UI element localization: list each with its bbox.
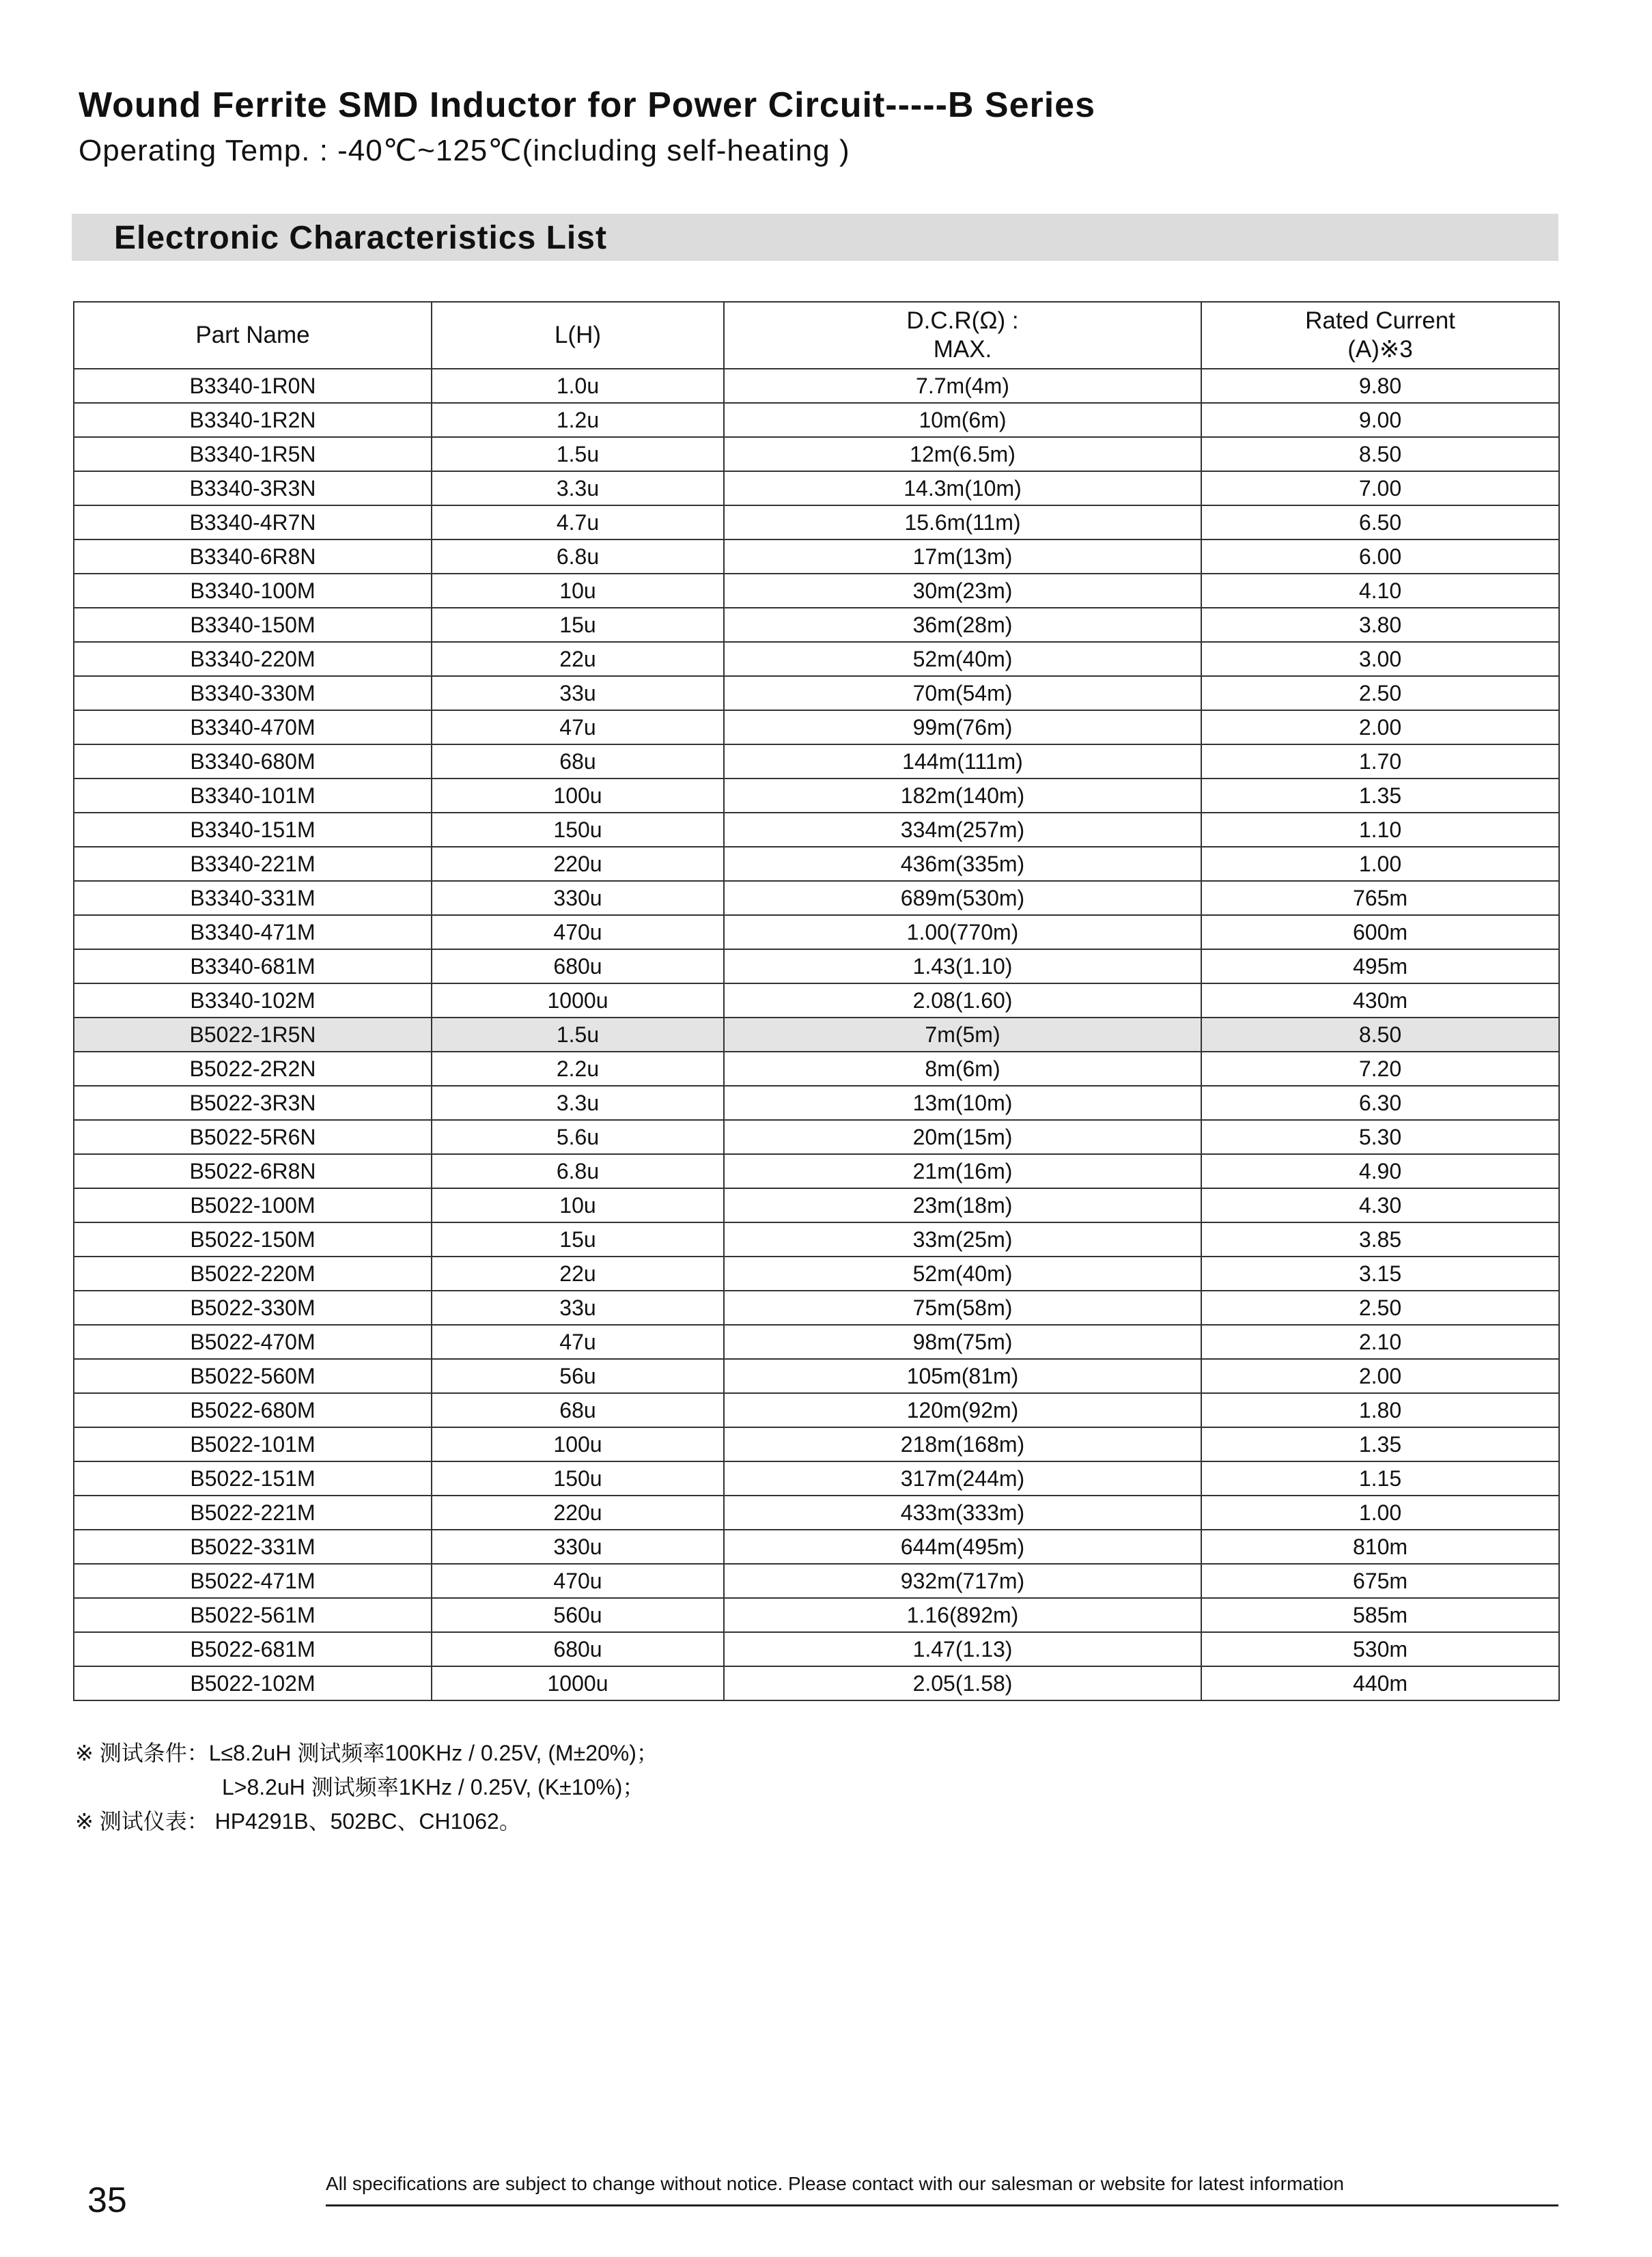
cell-part-name: B5022-561M <box>74 1598 432 1632</box>
cell-dcr: 689m(530m) <box>724 881 1201 915</box>
electronic-characteristics-table <box>73 301 1560 1701</box>
test-condition-note-continued: L>8.2uH 测试频率1KHz / 0.25V, (K±10%)； <box>222 1775 645 1799</box>
table-row <box>74 1291 1559 1325</box>
table-body <box>74 369 1559 1700</box>
cell-part-name: B5022-100M <box>74 1188 432 1222</box>
cell-rated-current: 5.30 <box>1201 1120 1559 1154</box>
cell-inductance: 5.6u <box>432 1120 724 1154</box>
cell-dcr: 1.16(892m) <box>724 1598 1201 1632</box>
cell-inductance: 470u <box>432 1564 724 1598</box>
test-instrument-note: ※ 测试仪表： HP4291B、502BC、CH1062。 <box>75 1809 521 1834</box>
cell-inductance: 150u <box>432 1461 724 1496</box>
cell-rated-current: 675m <box>1201 1564 1559 1598</box>
cell-inductance: 1.0u <box>432 369 724 403</box>
table-row <box>74 1018 1559 1052</box>
cell-inductance: 680u <box>432 1632 724 1666</box>
cell-part-name: B5022-330M <box>74 1291 432 1325</box>
cell-part-name: B3340-330M <box>74 676 432 710</box>
cell-dcr: 144m(111m) <box>724 744 1201 779</box>
cell-part-name: B5022-1R5N <box>74 1018 432 1052</box>
cell-dcr: 120m(92m) <box>724 1393 1201 1427</box>
cell-dcr: 7.7m(4m) <box>724 369 1201 403</box>
cell-rated-current: 2.00 <box>1201 710 1559 744</box>
cell-part-name: B3340-220M <box>74 642 432 676</box>
table-row <box>74 437 1559 471</box>
cell-rated-current: 1.35 <box>1201 779 1559 813</box>
cell-inductance: 330u <box>432 1530 724 1564</box>
cell-rated-current: 4.30 <box>1201 1188 1559 1222</box>
cell-rated-current: 3.00 <box>1201 642 1559 676</box>
cell-inductance: 6.8u <box>432 1154 724 1188</box>
operating-temp-subtitle: Operating Temp. : -40℃~125℃(including self-heating ) <box>79 134 850 167</box>
cell-part-name: B3340-1R2N <box>74 403 432 437</box>
cell-dcr: 433m(333m) <box>724 1496 1201 1530</box>
cell-rated-current: 4.10 <box>1201 574 1559 608</box>
cell-dcr: 1.00(770m) <box>724 915 1201 949</box>
cell-dcr: 75m(58m) <box>724 1291 1201 1325</box>
table-row <box>74 847 1559 881</box>
table-row <box>74 710 1559 744</box>
cell-rated-current: 1.10 <box>1201 813 1559 847</box>
cell-part-name: B3340-3R3N <box>74 471 432 505</box>
table-row <box>74 1154 1559 1188</box>
table-row <box>74 1222 1559 1257</box>
cell-inductance: 2.2u <box>432 1052 724 1086</box>
cell-rated-current: 765m <box>1201 881 1559 915</box>
table-row <box>74 983 1559 1018</box>
cell-part-name: B3340-100M <box>74 574 432 608</box>
table-row <box>74 744 1559 779</box>
cell-part-name: B3340-151M <box>74 813 432 847</box>
footer-disclaimer: All specifications are subject to change without notice. Please contact with our salesman or website for latest information <box>326 2173 1344 2194</box>
column-header-dcr <box>724 302 1201 369</box>
cell-dcr: 218m(168m) <box>724 1427 1201 1461</box>
cell-part-name: B3340-4R7N <box>74 505 432 539</box>
cell-dcr: 317m(244m) <box>724 1461 1201 1496</box>
cell-rated-current: 430m <box>1201 983 1559 1018</box>
table-row <box>74 813 1559 847</box>
cell-inductance: 56u <box>432 1359 724 1393</box>
cell-inductance: 3.3u <box>432 1086 724 1120</box>
table-row <box>74 1359 1559 1393</box>
cell-inductance: 150u <box>432 813 724 847</box>
cell-inductance: 1.5u <box>432 437 724 471</box>
cell-rated-current: 3.15 <box>1201 1257 1559 1291</box>
cell-rated-current: 1.15 <box>1201 1461 1559 1496</box>
cell-inductance: 4.7u <box>432 505 724 539</box>
cell-rated-current: 3.85 <box>1201 1222 1559 1257</box>
cell-part-name: B3340-1R0N <box>74 369 432 403</box>
cell-inductance: 33u <box>432 676 724 710</box>
table-row <box>74 642 1559 676</box>
cell-part-name: B5022-102M <box>74 1666 432 1700</box>
cell-part-name: B5022-151M <box>74 1461 432 1496</box>
dcr-header-line1: D.C.R(Ω) : <box>906 307 1019 334</box>
table-row <box>74 1564 1559 1598</box>
cell-inductance: 68u <box>432 1393 724 1427</box>
table-row <box>74 1496 1559 1530</box>
cell-part-name: B5022-2R2N <box>74 1052 432 1086</box>
cell-inductance: 1.5u <box>432 1018 724 1052</box>
cell-part-name: B3340-680M <box>74 744 432 779</box>
cell-dcr: 20m(15m) <box>724 1120 1201 1154</box>
cell-dcr: 1.43(1.10) <box>724 949 1201 983</box>
cell-dcr: 10m(6m) <box>724 403 1201 437</box>
table-row <box>74 1120 1559 1154</box>
test-condition-note: ※ 测试条件：L≤8.2uH 测试频率100KHz / 0.25V, (M±20%)； <box>75 1741 658 1765</box>
cell-part-name: B5022-5R6N <box>74 1120 432 1154</box>
cell-rated-current: 530m <box>1201 1632 1559 1666</box>
cell-inductance: 10u <box>432 1188 724 1222</box>
cell-inductance: 1.2u <box>432 403 724 437</box>
cell-inductance: 6.8u <box>432 539 724 574</box>
table-row <box>74 505 1559 539</box>
cell-dcr: 334m(257m) <box>724 813 1201 847</box>
cell-rated-current: 3.80 <box>1201 608 1559 642</box>
cell-rated-current: 2.10 <box>1201 1325 1559 1359</box>
cell-inductance: 220u <box>432 1496 724 1530</box>
table-row <box>74 1325 1559 1359</box>
cell-dcr: 13m(10m) <box>724 1086 1201 1120</box>
cell-inductance: 15u <box>432 608 724 642</box>
cell-dcr: 105m(81m) <box>724 1359 1201 1393</box>
footer-divider <box>326 2204 1558 2206</box>
cell-dcr: 182m(140m) <box>724 779 1201 813</box>
cell-rated-current: 7.20 <box>1201 1052 1559 1086</box>
cell-dcr: 8m(6m) <box>724 1052 1201 1086</box>
table-row <box>74 1461 1559 1496</box>
cell-rated-current: 600m <box>1201 915 1559 949</box>
cell-dcr: 99m(76m) <box>724 710 1201 744</box>
rated-header-line1: Rated Current <box>1305 307 1455 334</box>
table-row <box>74 1188 1559 1222</box>
column-header-inductance: L(H) <box>432 302 724 369</box>
cell-rated-current: 4.90 <box>1201 1154 1559 1188</box>
table-row <box>74 369 1559 403</box>
cell-part-name: B5022-331M <box>74 1530 432 1564</box>
cell-rated-current: 8.50 <box>1201 1018 1559 1052</box>
cell-part-name: B5022-560M <box>74 1359 432 1393</box>
cell-dcr: 14.3m(10m) <box>724 471 1201 505</box>
cell-inductance: 100u <box>432 1427 724 1461</box>
column-header-rated-current <box>1201 302 1559 369</box>
cell-dcr: 17m(13m) <box>724 539 1201 574</box>
cell-inductance: 47u <box>432 710 724 744</box>
cell-dcr: 15.6m(11m) <box>724 505 1201 539</box>
cell-rated-current: 9.00 <box>1201 403 1559 437</box>
table-row <box>74 471 1559 505</box>
cell-part-name: B5022-101M <box>74 1427 432 1461</box>
cell-dcr: 1.47(1.13) <box>724 1632 1201 1666</box>
cell-dcr: 2.05(1.58) <box>724 1666 1201 1700</box>
cell-part-name: B3340-221M <box>74 847 432 881</box>
cell-dcr: 436m(335m) <box>724 847 1201 881</box>
cell-part-name: B5022-471M <box>74 1564 432 1598</box>
column-header-part-name: Part Name <box>74 302 432 369</box>
table-row <box>74 779 1559 813</box>
table-row <box>74 1427 1559 1461</box>
cell-part-name: B5022-680M <box>74 1393 432 1427</box>
table-row <box>74 1052 1559 1086</box>
cell-inductance: 47u <box>432 1325 724 1359</box>
cell-part-name: B3340-681M <box>74 949 432 983</box>
cell-dcr: 2.08(1.60) <box>724 983 1201 1018</box>
cell-inductance: 10u <box>432 574 724 608</box>
cell-rated-current: 1.80 <box>1201 1393 1559 1427</box>
cell-rated-current: 8.50 <box>1201 437 1559 471</box>
cell-part-name: B3340-101M <box>74 779 432 813</box>
cell-dcr: 33m(25m) <box>724 1222 1201 1257</box>
cell-rated-current: 2.50 <box>1201 676 1559 710</box>
cell-part-name: B5022-220M <box>74 1257 432 1291</box>
table-row <box>74 1530 1559 1564</box>
cell-rated-current: 6.30 <box>1201 1086 1559 1120</box>
page-number: 35 <box>87 2181 127 2220</box>
rated-header-line2: (A)※3 <box>1347 336 1413 363</box>
section-title: Electronic Characteristics List <box>114 220 607 256</box>
table-row <box>74 676 1559 710</box>
cell-part-name: B3340-1R5N <box>74 437 432 471</box>
cell-dcr: 52m(40m) <box>724 642 1201 676</box>
table-row <box>74 608 1559 642</box>
cell-rated-current: 1.00 <box>1201 847 1559 881</box>
table-row <box>74 949 1559 983</box>
cell-dcr: 12m(6.5m) <box>724 437 1201 471</box>
cell-part-name: B3340-6R8N <box>74 539 432 574</box>
cell-part-name: B5022-681M <box>74 1632 432 1666</box>
cell-rated-current: 6.50 <box>1201 505 1559 539</box>
cell-dcr: 21m(16m) <box>724 1154 1201 1188</box>
cell-dcr: 30m(23m) <box>724 574 1201 608</box>
table-row <box>74 1393 1559 1427</box>
table-header-row <box>74 302 1559 369</box>
table-row <box>74 403 1559 437</box>
cell-dcr: 23m(18m) <box>724 1188 1201 1222</box>
table-row <box>74 1632 1559 1666</box>
cell-inductance: 680u <box>432 949 724 983</box>
cell-inductance: 1000u <box>432 1666 724 1700</box>
cell-rated-current: 6.00 <box>1201 539 1559 574</box>
cell-part-name: B5022-3R3N <box>74 1086 432 1120</box>
cell-dcr: 98m(75m) <box>724 1325 1201 1359</box>
cell-inductance: 3.3u <box>432 471 724 505</box>
table-row <box>74 539 1559 574</box>
cell-part-name: B3340-150M <box>74 608 432 642</box>
test-notes <box>75 1736 658 1838</box>
table-row <box>74 574 1559 608</box>
cell-inductance: 220u <box>432 847 724 881</box>
cell-inductance: 100u <box>432 779 724 813</box>
table-row <box>74 1086 1559 1120</box>
cell-part-name: B3340-331M <box>74 881 432 915</box>
cell-dcr: 36m(28m) <box>724 608 1201 642</box>
cell-rated-current: 810m <box>1201 1530 1559 1564</box>
cell-rated-current: 1.70 <box>1201 744 1559 779</box>
cell-inductance: 33u <box>432 1291 724 1325</box>
cell-part-name: B3340-471M <box>74 915 432 949</box>
cell-part-name: B3340-102M <box>74 983 432 1018</box>
cell-rated-current: 1.35 <box>1201 1427 1559 1461</box>
table-row <box>74 915 1559 949</box>
cell-dcr: 70m(54m) <box>724 676 1201 710</box>
cell-inductance: 68u <box>432 744 724 779</box>
cell-inductance: 560u <box>432 1598 724 1632</box>
cell-inductance: 470u <box>432 915 724 949</box>
table-row <box>74 881 1559 915</box>
page-title: Wound Ferrite SMD Inductor for Power Circuit-----B Series <box>79 85 1096 125</box>
cell-inductance: 1000u <box>432 983 724 1018</box>
cell-inductance: 22u <box>432 642 724 676</box>
cell-rated-current: 1.00 <box>1201 1496 1559 1530</box>
cell-rated-current: 585m <box>1201 1598 1559 1632</box>
table-row <box>74 1666 1559 1700</box>
cell-part-name: B5022-470M <box>74 1325 432 1359</box>
cell-part-name: B5022-6R8N <box>74 1154 432 1188</box>
cell-part-name: B5022-221M <box>74 1496 432 1530</box>
cell-inductance: 15u <box>432 1222 724 1257</box>
table-row <box>74 1598 1559 1632</box>
dcr-header-line2: MAX. <box>933 336 992 363</box>
cell-part-name: B3340-470M <box>74 710 432 744</box>
cell-dcr: 932m(717m) <box>724 1564 1201 1598</box>
cell-dcr: 644m(495m) <box>724 1530 1201 1564</box>
cell-rated-current: 9.80 <box>1201 369 1559 403</box>
cell-rated-current: 495m <box>1201 949 1559 983</box>
cell-inductance: 330u <box>432 881 724 915</box>
table-row <box>74 1257 1559 1291</box>
section-header-bar <box>72 214 1558 261</box>
cell-rated-current: 2.00 <box>1201 1359 1559 1393</box>
cell-part-name: B5022-150M <box>74 1222 432 1257</box>
cell-dcr: 7m(5m) <box>724 1018 1201 1052</box>
cell-inductance: 22u <box>432 1257 724 1291</box>
cell-rated-current: 7.00 <box>1201 471 1559 505</box>
cell-rated-current: 440m <box>1201 1666 1559 1700</box>
cell-rated-current: 2.50 <box>1201 1291 1559 1325</box>
cell-dcr: 52m(40m) <box>724 1257 1201 1291</box>
